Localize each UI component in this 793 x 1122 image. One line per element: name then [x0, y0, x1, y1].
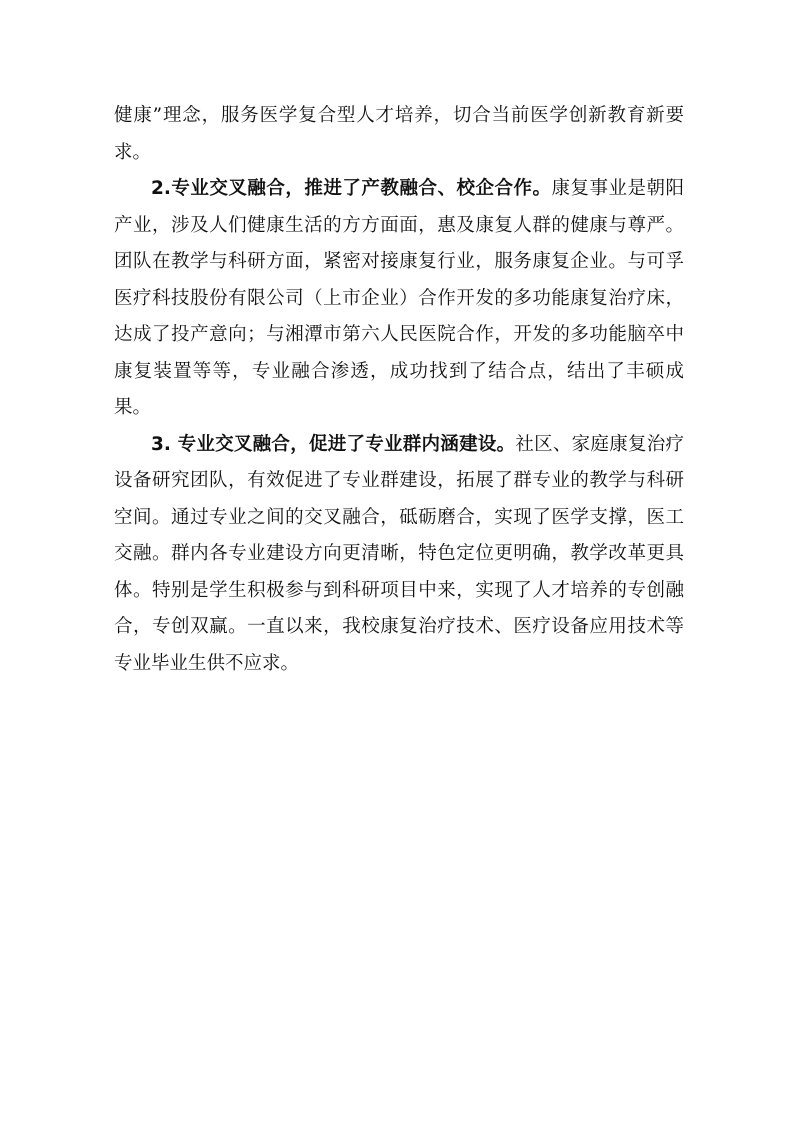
paragraph-text: 社区、家庭康复治疗设备研究团队，有效促进了专业群建设，拓展了群专业的教学与科研空间。通过专业之间的交叉融合，砥砺磨合，实现了医学支撑，医工交融。群内各专业建设方向更清晰，特色定位更明确，教学改革更具体。特别是学生积极参与到科研项目中来，实现了人才培养的专创融合，专创双赢。一直以来，我校康复治疗技术、医疗设备应用技术等专业毕业生供不应求。	[114, 433, 684, 674]
paragraph-text: 健康”理念，服务医学复合型人才培养，切合当前医学创新教育新要求。	[114, 105, 684, 163]
paragraph-heading: 3. 专业交叉融合，促进了专业群内涵建设。	[151, 433, 516, 455]
paragraph-continuation	[114, 98, 684, 171]
document-body	[114, 98, 684, 682]
paragraph-text: 康复事业是朝阳产业，涉及人们健康生活的方方面面，惠及康复人群的健康与尊严。团队在教学与科研方面，紧密对接康复行业，服务康复企业。与可孚医疗科技股份有限公司（上市企业）合作开发的多功能康复治疗床，达成了投产意向；与湘潭市第六人民医院合作，开发的多功能脑卒中康复装置等等，专业融合渗透，成功找到了结合点，结出了丰硕成果。	[114, 178, 684, 418]
paragraph-heading: 2.专业交叉融合，推进了产教融合、校企合作。	[151, 178, 552, 199]
paragraph-program-group-building	[114, 427, 684, 683]
paragraph-industry-integration	[114, 171, 684, 427]
